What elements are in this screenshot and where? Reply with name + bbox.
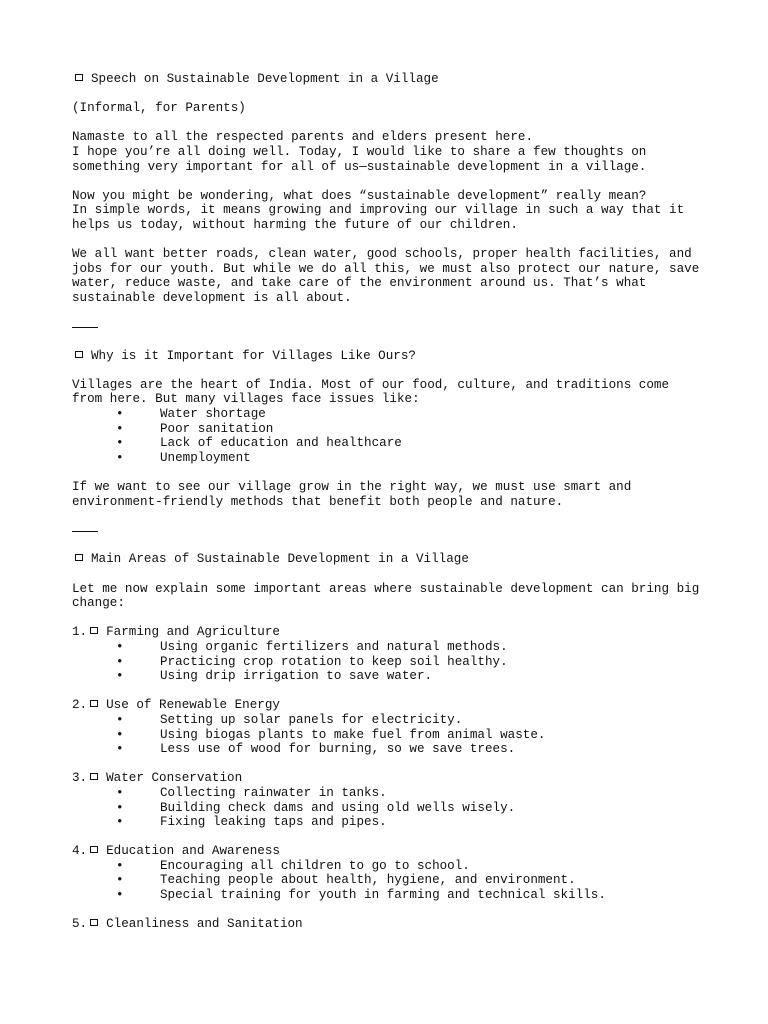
list-item: • Using biogas plants to make fuel from animal waste. [116,727,546,742]
paragraph-line: water, reduce waste, and take care of the environment around us. That’s what [72,276,647,291]
list-item: • Using drip irrigation to save water. [116,669,433,684]
bullet-icon: • [116,450,124,465]
paragraph-line: sustainable development is all about. [72,290,352,305]
list-item: • Practicing crop rotation to keep soil healthy. [116,654,508,669]
bullet-icon: • [116,436,124,451]
checkbox-icon [90,919,98,926]
bullet-icon: • [116,785,124,800]
paragraph-line: Villages are the heart of India. Most of our food, culture, and traditions come [72,377,670,392]
paragraph-line: In simple words, it means growing and improving our village in such a way that it [72,203,685,218]
section-divider [72,327,98,328]
list-item: • Encouraging all children to go to school. [116,858,470,873]
speech-title: Speech on Sustainable Development in a Village [72,72,712,87]
area-heading: 3. Water Conservation [72,771,243,786]
bullet-icon: • [116,742,124,757]
paragraph-line: If we want to see our village grow in the right way, we must use smart and [72,480,632,495]
list-item: • Poor sanitation [116,421,274,436]
intro-line: I hope you’re all doing well. Today, I would like to share a few thoughts on [72,144,647,159]
list-item: • Water shortage [116,407,266,422]
document-page [72,72,712,932]
list-item: • Special training for youth in farming and technical skills. [116,888,606,903]
paragraph-line: change: [72,596,125,611]
checkbox-icon [90,846,98,853]
bullet-icon: • [116,858,124,873]
speech-subtitle: (Informal, for Parents) [72,101,246,116]
paragraph-line: We all want better roads, clean water, good schools, proper health facilities, and [72,247,692,262]
paragraph-line: jobs for our youth. But while we do all this, we must also protect our nature, save [72,261,700,276]
area-heading: 5. Cleanliness and Sanitation [72,917,303,932]
paragraph-line: helps us today, without harming the future of our children. [72,217,518,232]
checkbox-icon [90,627,98,634]
bullet-icon: • [116,639,124,654]
section-heading: Why is it Important for Villages Like Ours? [72,349,712,364]
checkbox-icon [90,700,98,707]
bullet-icon: • [116,888,124,903]
bullet-icon: • [116,800,124,815]
paragraph-line: Let me now explain some important areas where sustainable development can bring big [72,581,700,596]
list-item: • Less use of wood for burning, so we save trees. [116,742,516,757]
list-item: • Using organic fertilizers and natural methods. [116,639,508,654]
checkbox-icon [75,351,83,358]
list-item: • Lack of education and healthcare [116,436,402,451]
list-item: • Fixing leaking taps and pipes. [116,815,387,830]
bullet-icon: • [116,421,124,436]
paragraph-line: Now you might be wondering, what does “sustainable development” really mean? [72,188,647,203]
paragraph-line: environment-friendly methods that benefit both people and nature. [72,494,564,509]
bullet-icon: • [116,815,124,830]
checkbox-icon [75,554,83,561]
paragraph-line: from here. But many villages face issues like: [72,392,420,407]
bullet-icon: • [116,873,124,888]
area-heading: 4. Education and Awareness [72,844,280,859]
list-item: • Unemployment [116,450,251,465]
bullet-icon: • [116,669,124,684]
bullet-icon: • [116,407,124,422]
intro-line: something very important for all of us—sustainable development in a village. [72,159,647,174]
bullet-icon: • [116,654,124,669]
list-item: • Teaching people about health, hygiene, and environment. [116,873,576,888]
list-item: • Setting up solar panels for electricity. [116,712,463,727]
checkbox-icon [75,74,83,81]
bullet-icon: • [116,712,124,727]
section-heading: Main Areas of Sustainable Development in a Village [72,552,712,567]
list-item: • Collecting rainwater in tanks. [116,785,387,800]
area-heading: 2. Use of Renewable Energy [72,698,280,713]
intro-line: Namaste to all the respected parents and elders present here. [72,130,534,145]
list-item: • Building check dams and using old wells wisely. [116,800,516,815]
area-heading: 1. Farming and Agriculture [72,625,280,640]
checkbox-icon [90,773,98,780]
section-divider [72,531,98,532]
bullet-icon: • [116,727,124,742]
